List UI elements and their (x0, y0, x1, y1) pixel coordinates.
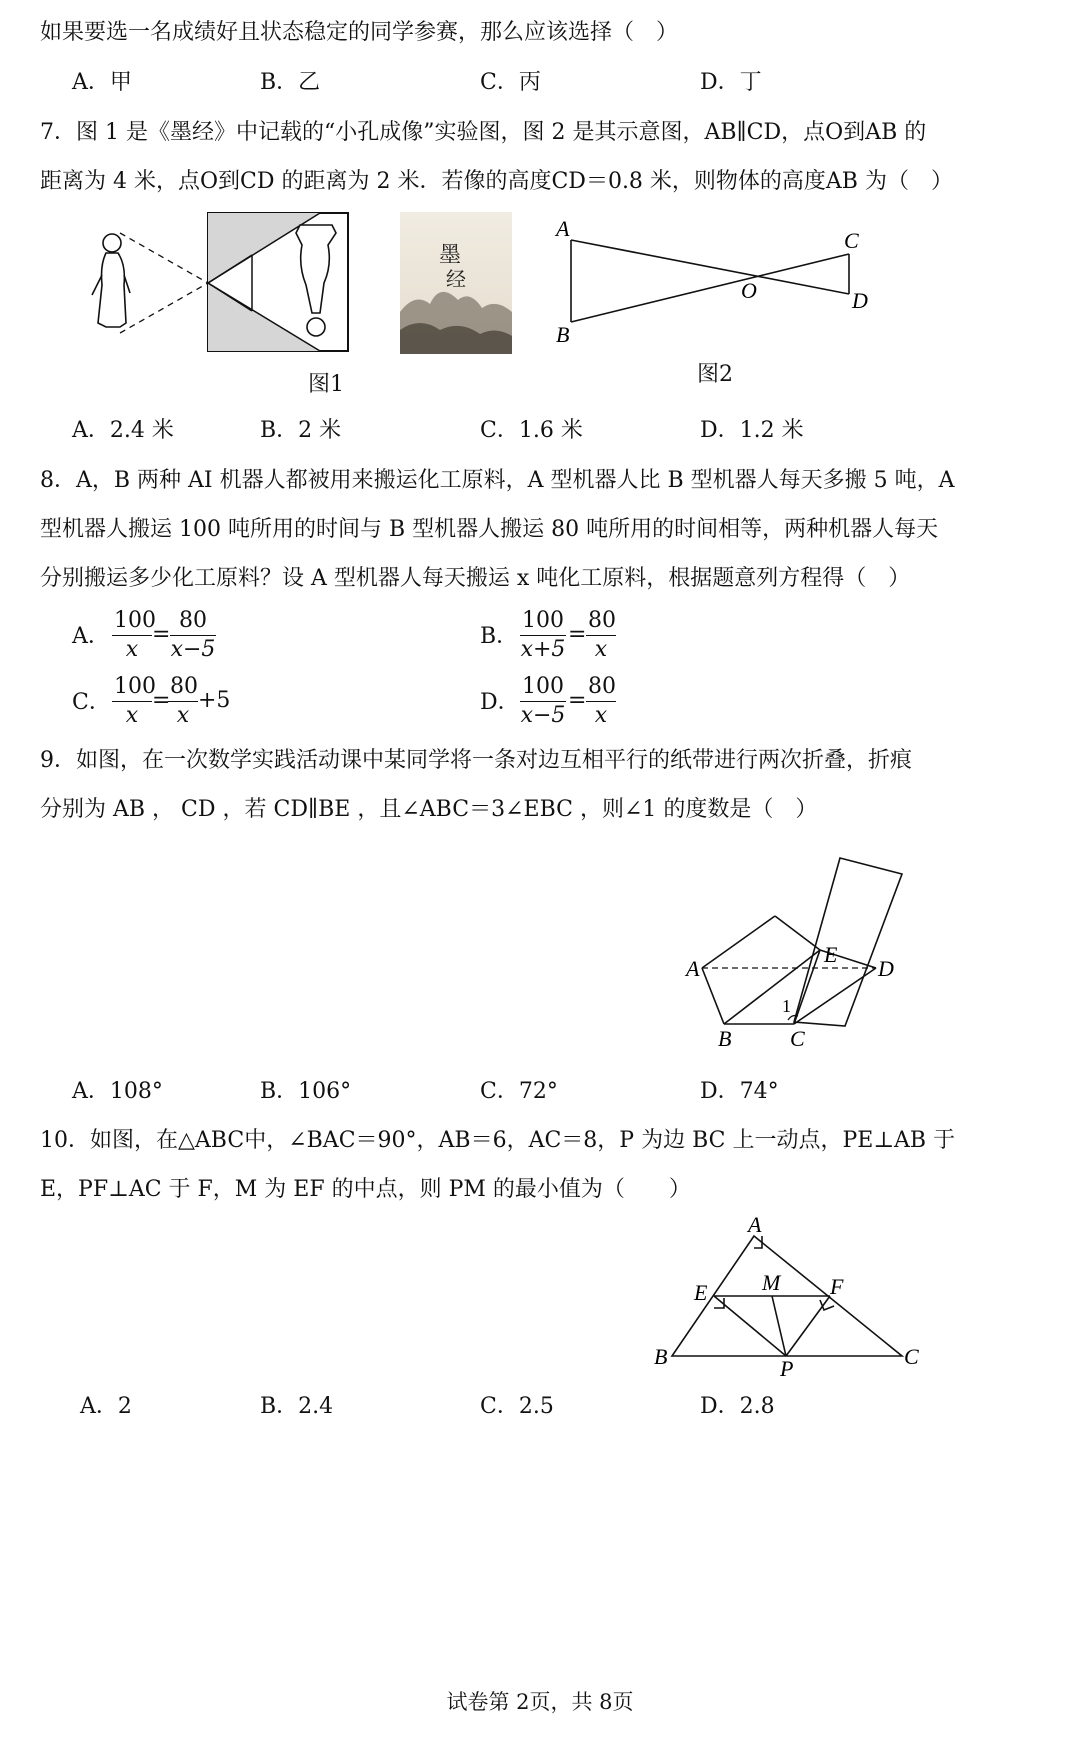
q7-book-title-char-2: 经 (446, 267, 466, 291)
q6-option-d: D．丁 (700, 70, 762, 95)
q8-option-d-letter: D． (480, 690, 520, 715)
q8-option-a-letter: A． (72, 624, 110, 649)
q9-line-1: 9．如图，在一次数学实践活动课中某同学将一条对边互相平行的纸带进行两次折叠，折痕 (40, 748, 913, 773)
q9-option-a: A．108° (72, 1079, 163, 1104)
q10-option-a: A．2 (80, 1394, 132, 1419)
q8-a-frac-2: $\frac{80}{x-5}$ (170, 608, 216, 662)
q9-option-c: C．72° (480, 1079, 558, 1104)
q9-option-b: B．106° (260, 1079, 352, 1104)
q7-figure-1 (80, 205, 360, 365)
page-footer: 试卷第 2页，共 8页 (446, 1690, 634, 1714)
point-c-label: C (844, 228, 859, 253)
point-b-label: B (654, 1344, 668, 1369)
point-e-label: E (824, 942, 838, 967)
point-p-label: P (780, 1356, 794, 1381)
point-d-label: D (852, 288, 868, 313)
q10-line-2: E，PF⊥AC 于 F，M 为 EF 的中点，则 PM 的最小值为（ ） (40, 1177, 691, 1202)
point-a-label: A (686, 956, 700, 981)
q8-d-frac-1: $\frac{100}{x-5}$ (520, 674, 566, 728)
q7-fig1-label: 图1 (308, 372, 344, 397)
point-a-label: A (748, 1212, 762, 1237)
q7-option-d: D．1.2 米 (700, 418, 804, 443)
q10-line-1: 10．如图，在△ABC中，∠BAC＝90°，AB＝6，AC＝8，P 为边 BC 上一动点，PE⊥AB 于 (40, 1128, 956, 1153)
q7-line-2: 距离为 4 米，点O到CD 的距离为 2 米．若像的高度CD＝0.8 米，则物体的高度AB 为（ ） (40, 169, 953, 194)
q7-book-cover-image (400, 212, 512, 354)
q8-b-frac-1: $\frac{100}{x+5}$ (520, 608, 566, 662)
q6-option-b: B．乙 (260, 70, 321, 95)
q6-option-a: A．甲 (72, 70, 132, 95)
q10-figure (650, 1212, 930, 1381)
q7-option-b: B．2 米 (260, 418, 342, 443)
q8-b-frac-2: $\frac{80}{x}$ (588, 608, 616, 662)
point-c-label: C (790, 1026, 805, 1051)
q7-line-1: 7．图 1 是《墨经》中记载的“小孔成像”实验图，图 2 是其示意图，AB∥CD，点O到AB 的 (40, 120, 927, 145)
q8-c-frac-1: $\frac{100}{x}$ (114, 674, 156, 728)
point-e-label: E (694, 1280, 708, 1305)
point-d-label: D (878, 956, 894, 981)
q8-option-c-letter: C． (72, 690, 111, 715)
point-b-label: B (718, 1026, 732, 1051)
q8-d-frac-2: $\frac{80}{x}$ (588, 674, 616, 728)
point-a-label: A (556, 216, 570, 241)
q10-option-c: C．2.5 (480, 1394, 554, 1419)
person-icon (92, 234, 130, 327)
q7-book-title-char-1: 墨 (438, 243, 462, 268)
q10-option-d: D．2.8 (700, 1394, 775, 1419)
point-o-label: O (741, 278, 757, 303)
q7-fig2-label: 图2 (697, 362, 733, 387)
q8-option-b-letter: B． (480, 624, 519, 649)
q8-line-2: 型机器人搬运 100 吨所用的时间与 B 型机器人搬运 80 吨所用的时间相等，两种机器人每天 (40, 517, 939, 542)
point-f-label: F (830, 1274, 844, 1299)
q7-figure-2 (548, 210, 878, 360)
q8-line-3: 分别搬运多少化工原料？设 A 型机器人每天搬运 x 吨化工原料，根据题意列方程得（ ） (40, 566, 911, 591)
point-m-label: M (762, 1270, 781, 1295)
q9-line-2: 分别为 AB ， CD ，若 CD∥BE ，且∠ABC＝3∠EBC ，则∠1 的度数是（ ） (40, 797, 818, 822)
point-c-label: C (904, 1344, 919, 1369)
q10-option-b: B．2.4 (260, 1394, 334, 1419)
q8-line-1: 8．A，B 两种 AI 机器人都被用来搬运化工原料，A 型机器人比 B 型机器人每天多搬 5 吨，A (40, 468, 955, 493)
q6-option-c: C．丙 (480, 70, 541, 95)
q9-figure (680, 850, 920, 1055)
point-b-label: B (556, 322, 570, 347)
q7-option-c: C．1.6 米 (480, 418, 583, 443)
q8-a-frac-1: $\frac{100}{x}$ (114, 608, 156, 662)
q9-option-d: D．74° (700, 1079, 779, 1104)
q8-c-frac-2: $\frac{80}{x}$ (170, 674, 198, 728)
q7-option-a: A．2.4 米 (72, 418, 174, 443)
angle-1-label: 1 (782, 996, 791, 1016)
q6-text: 如果要选一名成绩好且状态稳定的同学参赛，那么应该选择（ ） (40, 20, 679, 45)
